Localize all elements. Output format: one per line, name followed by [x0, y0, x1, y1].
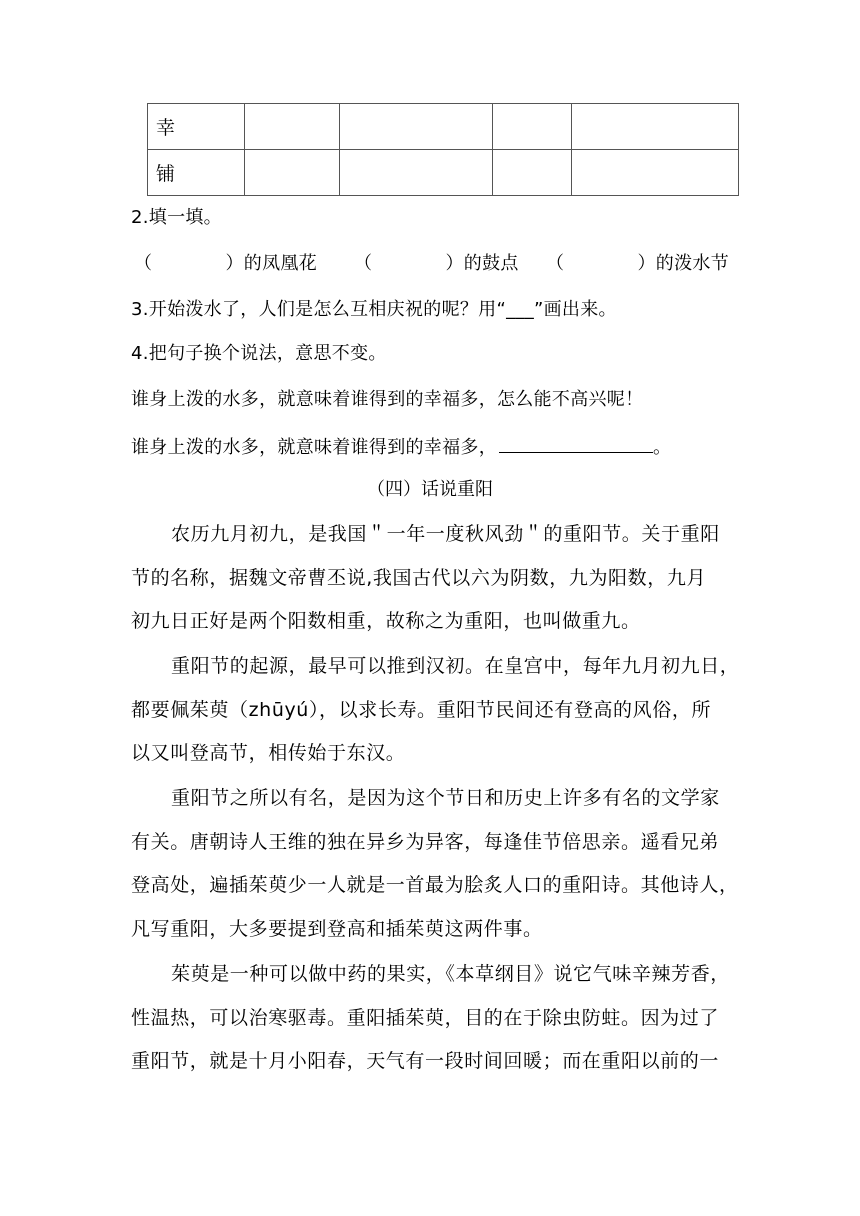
paragraph-line: 重阳节之所以有名，是因为这个节日和历史上许多有名的文学家	[171, 787, 720, 809]
fill-item: （ ）的凤凰花	[134, 253, 317, 274]
question-4-title: 4.把句子换个说法，意思不变。	[131, 343, 387, 364]
paragraph-line: 节的名称，据魏文帝曹丕说,我国古代以六为阴数，九为阳数，九月	[131, 566, 707, 589]
table-cell	[245, 150, 340, 196]
table-cell	[572, 150, 739, 196]
table-cell	[245, 104, 340, 150]
question-3: 3.开始泼水了，人们是怎么互相庆祝的呢？用“___”画出来。	[131, 299, 617, 320]
paragraph-1	[131, 513, 731, 644]
table-row	[148, 150, 739, 196]
paragraph-line: 凡写重阳，大多要提到登高和插茱萸这两件事。	[131, 917, 543, 940]
table-row	[148, 104, 739, 150]
rewrite-suffix: 。	[653, 437, 672, 458]
paragraph-line: 农历九月初九，是我国＂一年一度秋风劲＂的重阳节。关于重阳	[171, 523, 720, 545]
table-cell	[572, 104, 739, 150]
paragraph-line: 以又叫登高节，相传始于东汉。	[131, 742, 406, 764]
table-cell	[493, 150, 572, 196]
paragraph-line: 初九日正好是两个阳数相重，故称之为重阳，也叫做重九。	[131, 610, 641, 632]
paragraph-3	[131, 777, 739, 951]
paragraph-line: 重阳节的起源，最早可以推到汉初。在皇宫中，每年九月初九日，	[171, 655, 740, 677]
table-cell	[493, 104, 572, 150]
original-sentence: 谁身上泼的水多，就意味着谁得到的幸福多，怎么能不高兴呢！	[131, 389, 644, 410]
question-2-title: 2.填一填。	[131, 207, 222, 228]
paragraph-2	[131, 645, 740, 776]
fill-item: （ ）的泼水节	[546, 253, 729, 274]
paragraph-line: 性温热，可以治寒驱毒。重阳插茱萸，目的在于除虫防蛀。因为过了	[131, 1006, 720, 1029]
table-cell	[340, 104, 493, 150]
paragraph-4	[131, 953, 731, 1084]
table-cell-char: 幸	[148, 104, 245, 150]
paragraph-line: 茱萸是一种可以做中药的果实，《本草纲目》说它气味辛辣芳香，	[171, 963, 730, 985]
paragraph-line: 登高处，遍插茱萸少一人就是一首最为脍炙人口的重阳诗。其他诗人，	[131, 874, 739, 896]
fill-item: （ ）的鼓点	[354, 253, 519, 274]
paragraph-line: 重阳节，就是十月小阳春，天气有一段时间回暖；而在重阳以前的一	[131, 1050, 720, 1072]
section-title: （四）话说重阳	[367, 479, 493, 500]
table-cell-char: 铺	[148, 150, 245, 196]
rewrite-sentence	[131, 434, 671, 460]
paragraph-line: 都要佩茱萸（zhūyú），以求长寿。重阳节民间还有登高的风俗，所	[131, 698, 712, 721]
paragraph-line: 有关。唐朝诗人王维的独在异乡为异客，每逢佳节倍思亲。遥看兄弟	[131, 830, 720, 853]
character-table	[147, 103, 739, 196]
rewrite-prefix: 谁身上泼的水多，就意味着谁得到的幸福多，	[131, 437, 497, 458]
answer-blank[interactable]	[499, 434, 653, 453]
table-cell	[340, 150, 493, 196]
